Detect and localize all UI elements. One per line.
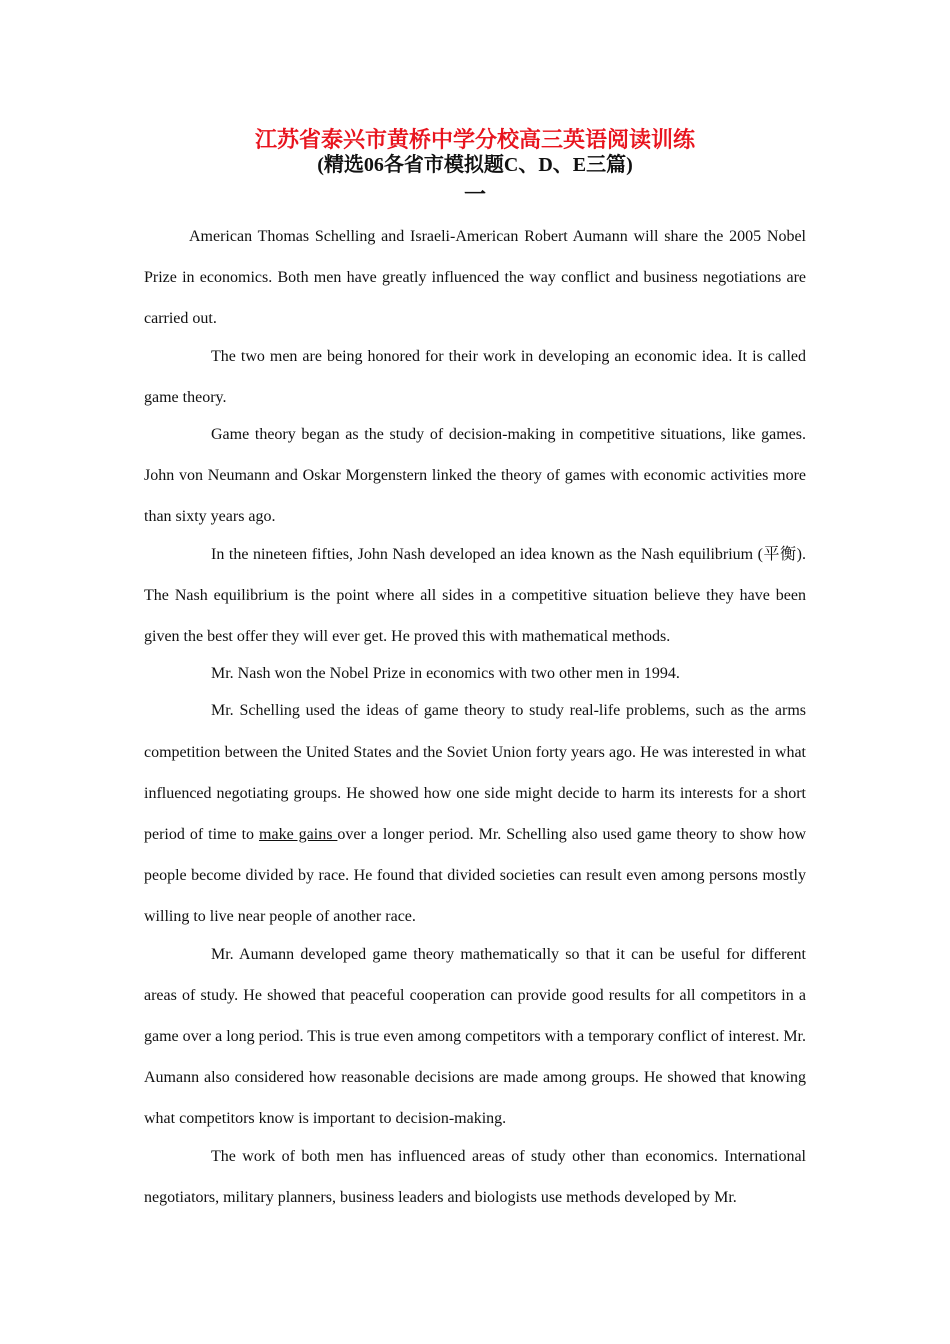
paragraph-6-after: over a longer period. Mr. Schelling also used game theory to show how people become divided by race. He found that divided societies can result even among persons mostly willing to live near people of another race. — [144, 826, 807, 926]
paragraph-1: American Thomas Schelling and Israeli-American Robert Aumann will share the 2005 Nobel Prize in economics. Both men have greatly influenced the way conflict and business negotiations are carried out. — [144, 228, 806, 328]
paragraph-3: Game theory began as the study of decision-making in competitive situations, like games. John von Neumann and Oskar Morgenstern linked the theory of games with economic activities more than sixty years ago. — [144, 426, 806, 526]
paragraph-8: The work of both men has influenced areas of study other than economics. International negotiators, military planners, business leaders and biologists use methods developed by Mr. — [144, 1147, 806, 1206]
paragraph-4: In the nineteen fifties, John Nash developed an idea known as the Nash equilibrium (平衡). The Nash equilibrium is the point where all sides in a competitive situation believe they have been given the best offer they will ever get. He proved this with mathematical methods. — [144, 545, 806, 646]
underlined-phrase: make gains — [259, 826, 338, 844]
section-number: 一 — [463, 182, 486, 207]
paragraph-6-before: Mr. Schelling used the ideas of game theory to study real-life problems, such as the arms competition between the United States and the Soviet Union forty years ago. He was interested in what influenced negotiating groups. He showed how one side might decide to harm its interests for a short period of time to — [144, 702, 806, 844]
document-subtitle: (精选06各省市模拟题C、D、E三篇) — [317, 154, 633, 176]
paragraph-5: Mr. Nash won the Nobel Prize in economics with two other men in 1994. — [211, 665, 680, 683]
document-title: 江苏省泰兴市黄桥中学分校高三英语阅读训练 — [254, 127, 695, 152]
paragraph-6 — [144, 690, 806, 937]
article-body — [144, 216, 806, 1214]
paragraph-7: Mr. Aumann developed game theory mathematically so that it can be useful for different areas of study. He showed that peaceful cooperation can provide good results for all competitors in a game over a long period. This is true even among competitors with a temporary conflict of interest. Mr. Aumann also considered how reasonable decisions are made among groups. He showed that knowing what competitors know is important to decision-making. — [144, 945, 806, 1128]
paragraph-2: The two men are being honored for their work in developing an economic idea. It is called game theory. — [144, 347, 806, 406]
